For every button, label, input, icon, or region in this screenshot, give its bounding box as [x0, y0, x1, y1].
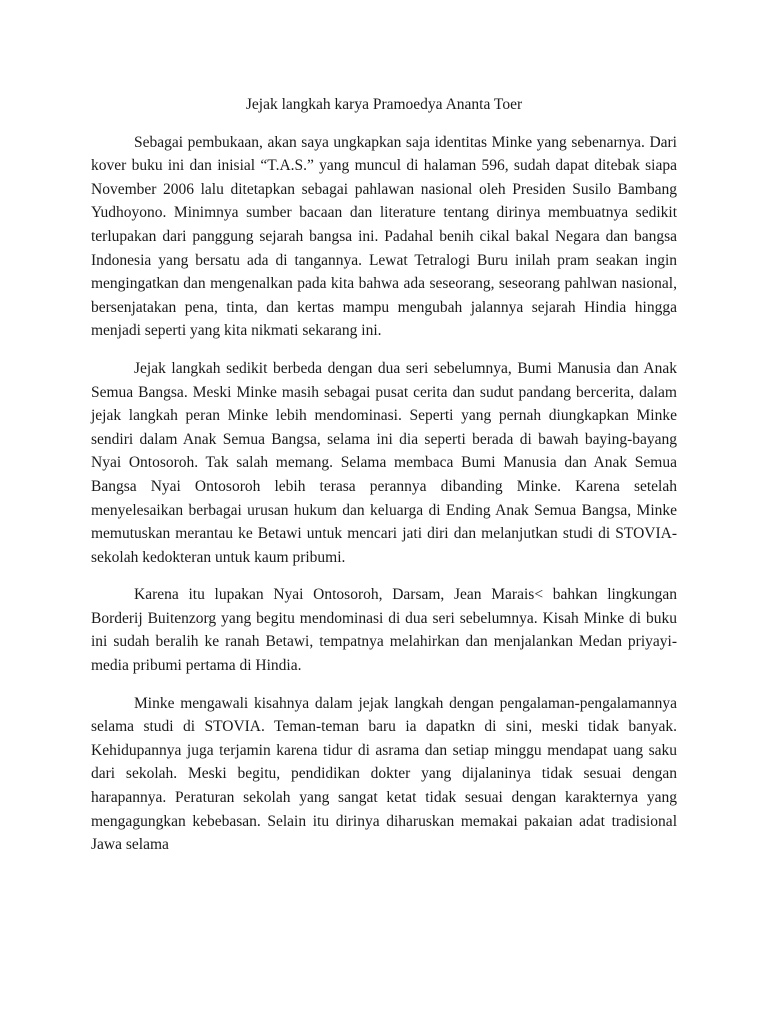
- paragraph-3: Karena itu lupakan Nyai Ontosoroh, Darsam, Jean Marais< bahkan lingkungan Borderij Buitenzorg yang begitu mendominasi di dua seri sebelumnya. Kisah Minke di buku ini sudah beralih ke ranah Betawi, tempatnya melahirkan dan menjalankan Medan priyayi-media pribumi pertama di Hindia.: [91, 586, 677, 675]
- document-title: Jejak langkah karya Pramoedya Ananta Toer: [245, 96, 523, 113]
- paragraph-1: Sebagai pembukaan, akan saya ungkapkan saja identitas Minke yang sebenarnya. Dari kover buku ini dan inisial “T.A.S.” yang muncul di halaman 596, sudah dapat ditebak siapa November 2006 lalu ditetapkan sebagai pahlawan nasional oleh Presiden Susilo Bambang Yudhoyono. Minimnya sumber bacaan dan literature tentang dirinya membuatnya sedikit terlupakan dari panggung sejarah bangsa ini. Padahal benih cikal bakal Negara dan bangsa Indonesia yang bersatu ada di tangannya. Lewat Tetralogi Buru inilah pram seakan ingin mengingatkan dan mengenalkan pada kita bahwa ada seseorang, seseorang pahlwan nasional, bersenjatakan pena, tinta, dan kertas mampu mengubah jalannya sejarah Hindia hingga menjadi seperti yang kita nikmati sekarang ini.: [91, 133, 677, 340]
- paragraph-4: Minke mengawali kisahnya dalam jejak langkah dengan pengalaman-pengalamannya selama studi di STOVIA. Teman-teman baru ia dapatkn di sini, meski tidak banyak. Kehidupannya juga terjamin karena tidur di asrama dan setiap minggu mendapat uang saku dari sekolah. Meski begitu, pendidikan dokter yang dijalaninya tidak sesuai dengan harapannya. Peraturan sekolah yang sangat ketat tidak sesuai dengan karakternya yang mengagungkan kebebasan. Selain itu dirinya diharuskan memakai pakaian adat tradisional Jawa selama: [91, 694, 677, 854]
- paragraph-2: Jejak langkah sedikit berbeda dengan dua seri sebelumnya, Bumi Manusia dan Anak Semua Bangsa. Meski Minke masih sebagai pusat cerita dan sudut pandang bercerita, dalam jejak langkah peran Minke lebih mendominasi. Seperti yang pernah diungkapkan Minke sendiri dalam Anak Semua Bangsa, selama ini dia seperti berada di bawah baying-bayang Nyai Ontosoroh. Tak salah memang. Selama membaca Bumi Manusia dan Anak Semua Bangsa Nyai Ontosoroh lebih terasa perannya dibanding Minke. Karena setelah menyelesaikan berbagai urusan hukum dan keluarga di Ending Anak Semua Bangsa, Minke memutuskan merantau ke Betawi untuk mencari jati diri dan melanjutkan studi di STOVIA- sekolah kedokteran untuk kaum pribumi.: [91, 359, 677, 566]
